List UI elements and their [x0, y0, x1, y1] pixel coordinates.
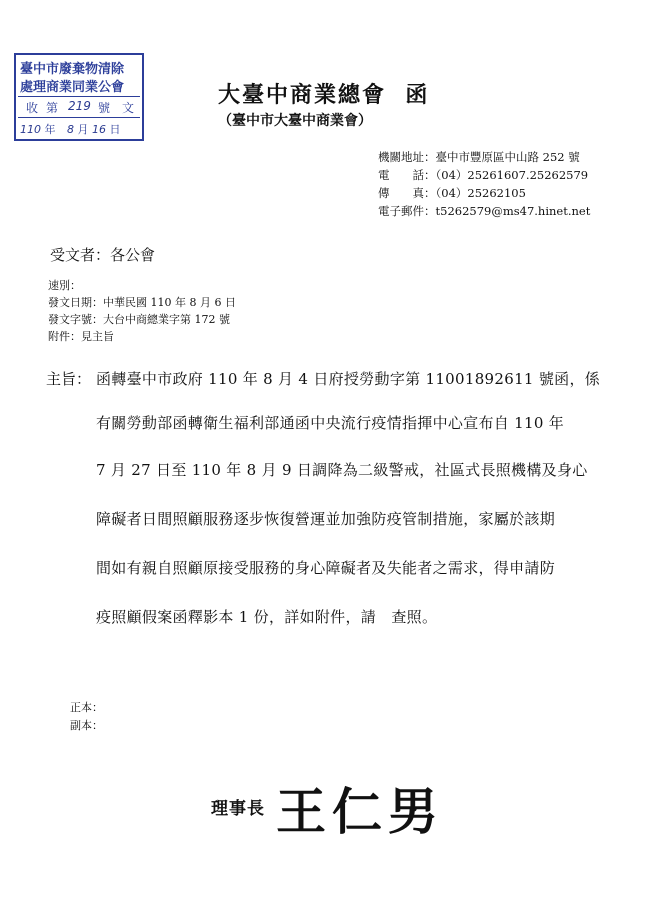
contact-phone: [378, 167, 588, 183]
stamp-org-line2: 處理商業同業公會: [20, 80, 125, 95]
stamp-date-row: [20, 121, 121, 137]
contact-fax: [378, 185, 526, 201]
meta-doc-number: 發文字號：大台中商總業字第 172 號: [48, 313, 230, 326]
stamp-day: 16: [92, 123, 106, 136]
stamp-receipt-row: [18, 96, 140, 118]
stamp-receipt-label: 收: [26, 101, 39, 115]
meta-speed: 速別：: [48, 279, 81, 292]
receipt-stamp: [14, 53, 144, 141]
fax-value: （04）25262105: [435, 186, 526, 200]
stamp-receipt-number: 219: [68, 99, 91, 113]
stamp-month-label: 月: [77, 123, 89, 136]
stamp-year: 110: [20, 123, 41, 136]
document-subtitle: （臺中市大臺中商業會）: [218, 113, 372, 129]
signature-title: 理事長: [211, 799, 265, 819]
contact-address: [378, 149, 580, 165]
stamp-receipt-prefix: 第: [46, 101, 59, 115]
subject-line-3: 7 月 27 日至 110 年 8 月 9 日調降為二級警戒，社區式長照機構及身心: [96, 461, 588, 479]
contact-email: [378, 203, 590, 219]
cc-copy: 副本：: [70, 719, 103, 732]
stamp-day-label: 日: [109, 123, 121, 136]
email-value: t5262579@ms47.hinet.net: [435, 204, 591, 218]
document-title: 大臺中商業總會 函: [218, 82, 430, 108]
meta-date: 發文日期：中華民國 110 年 8 月 6 日: [48, 296, 236, 309]
stamp-year-label: 年: [44, 123, 56, 136]
subject-line-5: 間如有親自照顧原接受服務的身心障礙者及失能者之需求，得申請防: [96, 559, 556, 577]
stamp-org-line1: 臺中市廢棄物清除: [20, 62, 125, 77]
phone-value: （04）25261607.25262579: [435, 168, 589, 182]
signature-name: 王仁男: [276, 783, 444, 841]
fax-label: 傳 真：: [378, 186, 436, 200]
subject-line-4: 障礙者日間照顧服務逐步恢復營運並加強防疫管制措施，家屬於該期: [96, 510, 556, 528]
email-label: 電子郵件：: [378, 204, 436, 218]
subject-label: 主旨：: [46, 370, 92, 388]
meta-attachment: 附件：見主旨: [48, 330, 114, 343]
stamp-month: 8: [67, 123, 74, 136]
cc-original: 正本：: [70, 701, 103, 714]
address-value: 臺中市豐原區中山路 252 號: [435, 150, 580, 164]
address-label: 機關地址：: [378, 150, 436, 164]
stamp-receipt-type: 文: [122, 101, 135, 115]
subject-line-6: 疫照顧假案函釋影本 1 份，詳如附件，請 查照。: [96, 608, 438, 626]
phone-label: 電 話：: [378, 168, 436, 182]
stamp-receipt-suffix: 號: [98, 101, 111, 115]
recipient: 受文者：各公會: [50, 246, 156, 264]
subject-line-1: 函轉臺中市政府 110 年 8 月 4 日府授勞動字第 11001892611 號函，係: [96, 370, 601, 388]
subject-line-2: 有關勞動部函轉衛生福利部通函中央流行疫情指揮中心宣布自 110 年: [96, 414, 565, 432]
